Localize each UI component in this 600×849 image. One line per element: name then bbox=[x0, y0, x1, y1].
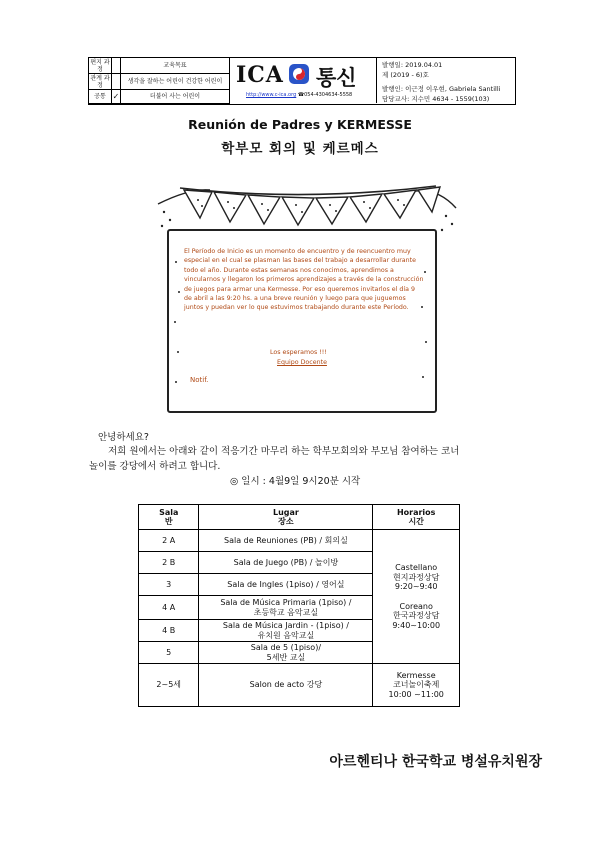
invitation-signature: Equipo Docente bbox=[277, 359, 327, 366]
phone-number: ☎054-4304634-5558 bbox=[297, 92, 353, 98]
logo-korean: 통신 bbox=[316, 66, 357, 90]
table-header-row bbox=[139, 505, 460, 530]
header-horarios: Horarios 시간 bbox=[373, 505, 460, 530]
table-row bbox=[139, 530, 460, 552]
lugar-cell: Salon de acto 강당 bbox=[199, 664, 373, 707]
goal-row-label: 편지 과정 bbox=[90, 58, 110, 73]
footer-signature: 아르헨티나 한국학교 병설유치원장 bbox=[329, 754, 542, 770]
horario-cell: Kermesse 코너놀이축제 10:00 ~11:00 bbox=[373, 664, 460, 707]
title-korean: 학부모 회의 및 케르메스 bbox=[221, 141, 379, 157]
sala-cell: 5 bbox=[139, 642, 199, 664]
logo-text: ICA bbox=[236, 62, 284, 88]
letter-line-1: 저희 원에서는 아래와 같이 적응기간 마무리 하는 학부모회의와 부모님 참여하는 코너 bbox=[108, 446, 460, 457]
check-mark-icon: ✓ bbox=[112, 90, 121, 104]
sala-cell: 2~5세 bbox=[139, 664, 199, 707]
table-row bbox=[139, 664, 460, 707]
date-line: ◎ 일시 : 4월9일 9시20분 시작 bbox=[230, 476, 361, 487]
publisher: 발행인: 이근정 이우현, Gabriela Santilli bbox=[382, 85, 501, 93]
website-link[interactable]: http://www.c-ica.org bbox=[246, 92, 297, 98]
letter-line-2: 놀이를 강당에서 하려고 합니다. bbox=[89, 461, 221, 472]
invitation-text bbox=[184, 247, 424, 313]
invitation-closing: Los esperamos !!! bbox=[270, 349, 327, 356]
invitation-notif: Notif. bbox=[190, 376, 209, 384]
header-sala: Sala 반 bbox=[139, 505, 199, 530]
goal-detail: 더불어 사는 어린이 bbox=[121, 90, 230, 104]
issue-date: 발행일: 2019.04.01 bbox=[382, 61, 443, 69]
sala-cell: 2 A bbox=[139, 530, 199, 552]
lugar-cell: Sala de Reuniones (PB) / 회의실 bbox=[199, 530, 373, 552]
lugar-cell: Sala de Ingles (1piso) / 영어실 bbox=[199, 574, 373, 596]
lugar-cell: Sala de Juego (PB) / 놀이방 bbox=[199, 552, 373, 574]
sala-cell: 2 B bbox=[139, 552, 199, 574]
title-spanish: Reunión de Padres y KERMESSE bbox=[188, 117, 412, 132]
schedule-table bbox=[138, 504, 460, 707]
greeting: 안녕하세요? bbox=[98, 432, 149, 443]
header-goal-table bbox=[88, 57, 230, 104]
school-logo-icon bbox=[288, 63, 310, 85]
goal-row-label: 관계 과정 bbox=[90, 74, 110, 89]
lugar-cell: Sala de Música Primaria (1piso) / 초등학교 음악교실 bbox=[199, 596, 373, 620]
invitation-paragraph: El Período de Inicio es un momento de encuentro y de reencuentro muy especial en el cual se plasman las bases del trabajo a desarrollar durante todo el año. Durante estas semanas nos conocimos, aprendimos a vincularnos y llegaron los primeros aprendizajes a través de la construcción de juegos para armar una Kermesse. Por eso queremos invitarlos el día 9 de abril a las 9:20 hs. a una breve reunión y luego para que juguemos juntos y puedan ver lo que estuvimos trabajando durante este Período. bbox=[184, 248, 424, 312]
goal-row-label: 공통 bbox=[89, 90, 112, 104]
sala-cell: 4 B bbox=[139, 620, 199, 642]
sala-cell: 4 A bbox=[139, 596, 199, 620]
horario-cell: Castellano 현지과정상담 9:20~9:40 Coreano 한국과정상담 9:40~10:00 bbox=[373, 530, 460, 664]
issue-number: 제 (2019 - 6)호 bbox=[382, 71, 429, 79]
lugar-cell: Sala de Música Jardin - (1piso) / 유치원 음악교실 bbox=[199, 620, 373, 642]
header-lugar: Lugar 장소 bbox=[199, 505, 373, 530]
lugar-cell: Sala de 5 (1piso)/ 5세반 교실 bbox=[199, 642, 373, 664]
sala-cell: 3 bbox=[139, 574, 199, 596]
header-contact-line bbox=[246, 92, 352, 98]
goal-detail: 생각을 잘하는 어린이 건강한 어린이 bbox=[121, 74, 230, 90]
contact-teacher: 담당교사: 지수민 4634 - 1559(103) bbox=[382, 95, 490, 103]
goal-category: 교육목표 bbox=[121, 58, 230, 74]
